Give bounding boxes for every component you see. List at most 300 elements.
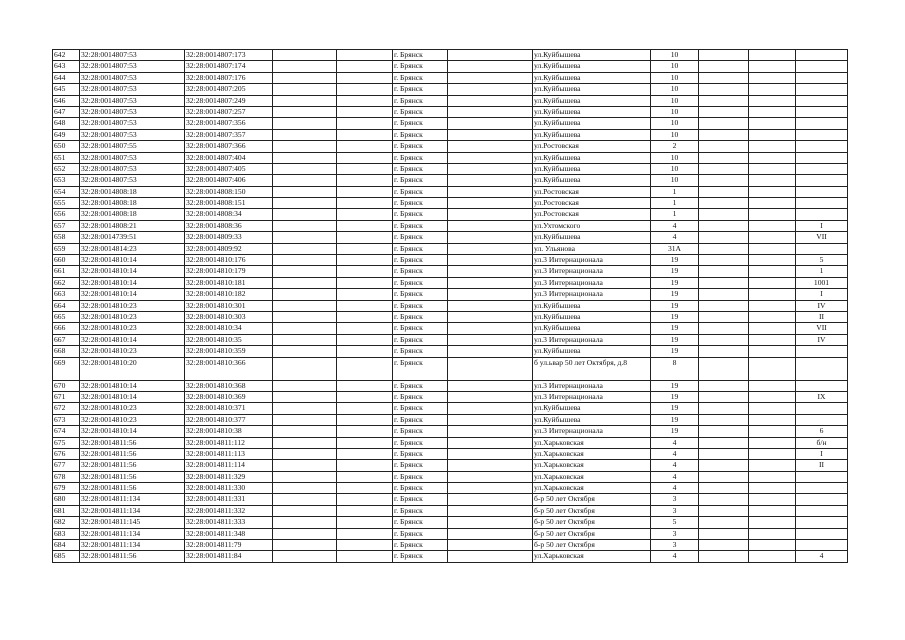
empty-cell: [273, 129, 337, 140]
empty-cell: [337, 471, 393, 482]
street-cell: ул.Ростовская: [533, 141, 651, 152]
empty-cell: [273, 346, 337, 357]
empty-cell: [337, 403, 393, 414]
table-row: [53, 357, 848, 380]
empty-cell: [273, 414, 337, 425]
empty-cell: [448, 186, 533, 197]
table-row: [53, 380, 848, 391]
city-cell: г. Брянск: [393, 220, 448, 231]
street-cell: ул.Куйбышева: [533, 61, 651, 72]
table-row: [53, 95, 848, 106]
street-cell: б-р 50 лет Октября: [533, 517, 651, 528]
empty-cell: [273, 551, 337, 562]
premises-number-cell: 5: [796, 255, 848, 266]
cadastral-number: 32:28:0014809:92: [185, 243, 273, 254]
row-number: 652: [53, 163, 80, 174]
empty-cell: [337, 84, 393, 95]
empty-cell: [337, 232, 393, 243]
cadastral-number: 32:28:0014811:333: [185, 517, 273, 528]
empty-cell: [337, 118, 393, 129]
empty-cell: [337, 220, 393, 231]
table-row: [53, 494, 848, 505]
row-number: 642: [53, 50, 80, 61]
empty-cell: [273, 232, 337, 243]
empty-cell: [337, 437, 393, 448]
premises-number-cell: [796, 50, 848, 61]
table-row: [53, 311, 848, 322]
premises-number-cell: 6: [796, 426, 848, 437]
empty-cell: [337, 129, 393, 140]
empty-cell: [337, 50, 393, 61]
street-cell: ул.Куйбышева: [533, 414, 651, 425]
house-number-cell: 10: [651, 175, 699, 186]
row-number: 650: [53, 141, 80, 152]
cadastral-block-number: 32:28:0014810:23: [80, 311, 185, 322]
cadastral-number: 32:28:0014811:330: [185, 483, 273, 494]
house-number-cell: 10: [651, 61, 699, 72]
empty-cell: [273, 255, 337, 266]
row-number: 665: [53, 311, 80, 322]
house-number-cell: 19: [651, 311, 699, 322]
empty-cell: [273, 323, 337, 334]
city-cell: г. Брянск: [393, 129, 448, 140]
premises-number-cell: [796, 72, 848, 83]
empty-cell: [448, 277, 533, 288]
empty-cell: [699, 426, 749, 437]
row-number: 670: [53, 380, 80, 391]
empty-cell: [448, 118, 533, 129]
street-cell: ул.Харьковская: [533, 448, 651, 459]
cadastral-block-number: 32:28:0014810:14: [80, 391, 185, 402]
cadastral-number: 32:28:0014811:331: [185, 494, 273, 505]
city-cell: г. Брянск: [393, 517, 448, 528]
empty-cell: [337, 61, 393, 72]
row-number: 656: [53, 209, 80, 220]
empty-cell: [749, 95, 796, 106]
city-cell: г. Брянск: [393, 95, 448, 106]
house-number-cell: 10: [651, 50, 699, 61]
empty-cell: [448, 391, 533, 402]
cadastral-block-number: 32:28:0014810:14: [80, 289, 185, 300]
street-cell: ул.Куйбышева: [533, 323, 651, 334]
empty-cell: [749, 141, 796, 152]
house-number-cell: 19: [651, 277, 699, 288]
empty-cell: [337, 323, 393, 334]
house-number-cell: 4: [651, 551, 699, 562]
table-row: [53, 61, 848, 72]
empty-cell: [749, 61, 796, 72]
street-cell: б-р 50 лет Октября: [533, 505, 651, 516]
street-cell: ул.Куйбышева: [533, 95, 651, 106]
cadastral-block-number: 32:28:0014808:18: [80, 198, 185, 209]
cadastral-block-number: 32:28:0014811:134: [80, 505, 185, 516]
empty-cell: [448, 72, 533, 83]
cadastral-number: 32:28:0014810:359: [185, 346, 273, 357]
empty-cell: [337, 505, 393, 516]
empty-cell: [699, 61, 749, 72]
house-number-cell: 31А: [651, 243, 699, 254]
house-number-cell: 2: [651, 141, 699, 152]
empty-cell: [337, 448, 393, 459]
empty-cell: [337, 186, 393, 197]
empty-cell: [337, 494, 393, 505]
table-row: [53, 403, 848, 414]
empty-cell: [699, 175, 749, 186]
empty-cell: [749, 255, 796, 266]
empty-cell: [699, 186, 749, 197]
premises-number-cell: [796, 118, 848, 129]
empty-cell: [749, 403, 796, 414]
table-row: [53, 175, 848, 186]
empty-cell: [448, 334, 533, 345]
empty-cell: [337, 460, 393, 471]
cadastral-number: 32:28:0014810:377: [185, 414, 273, 425]
row-number: 672: [53, 403, 80, 414]
empty-cell: [699, 346, 749, 357]
table-row: [53, 255, 848, 266]
house-number-cell: 10: [651, 163, 699, 174]
cadastral-block-number: 32:28:0014807:53: [80, 72, 185, 83]
empty-cell: [749, 505, 796, 516]
empty-cell: [448, 528, 533, 539]
premises-number-cell: [796, 540, 848, 551]
cadastral-block-number: 32:28:0014811:56: [80, 471, 185, 482]
empty-cell: [273, 437, 337, 448]
empty-cell: [749, 152, 796, 163]
empty-cell: [337, 255, 393, 266]
house-number-cell: 4: [651, 232, 699, 243]
city-cell: г. Брянск: [393, 152, 448, 163]
empty-cell: [448, 437, 533, 448]
empty-cell: [749, 528, 796, 539]
empty-cell: [273, 403, 337, 414]
city-cell: г. Брянск: [393, 494, 448, 505]
street-cell: ул.Куйбышева: [533, 72, 651, 83]
table-row: [53, 220, 848, 231]
premises-number-cell: VII: [796, 232, 848, 243]
premises-number-cell: IV: [796, 334, 848, 345]
row-number: 666: [53, 323, 80, 334]
table-row: [53, 505, 848, 516]
street-cell: ул.Куйбышева: [533, 118, 651, 129]
house-number-cell: 4: [651, 460, 699, 471]
empty-cell: [749, 198, 796, 209]
empty-cell: [448, 300, 533, 311]
empty-cell: [273, 220, 337, 231]
house-number-cell: 3: [651, 528, 699, 539]
row-number: 683: [53, 528, 80, 539]
city-cell: г. Брянск: [393, 209, 448, 220]
empty-cell: [699, 311, 749, 322]
table-row: [53, 300, 848, 311]
empty-cell: [448, 426, 533, 437]
premises-number-cell: [796, 198, 848, 209]
empty-cell: [273, 426, 337, 437]
table-row: [53, 186, 848, 197]
row-number: 671: [53, 391, 80, 402]
empty-cell: [448, 471, 533, 482]
house-number-cell: 19: [651, 266, 699, 277]
table-row: [53, 471, 848, 482]
premises-number-cell: 1001: [796, 277, 848, 288]
house-number-cell: 19: [651, 323, 699, 334]
city-cell: г. Брянск: [393, 266, 448, 277]
row-number: 685: [53, 551, 80, 562]
city-cell: г. Брянск: [393, 391, 448, 402]
cadastral-block-number: 32:28:0014807:53: [80, 163, 185, 174]
row-number: 643: [53, 61, 80, 72]
empty-cell: [448, 311, 533, 322]
empty-cell: [699, 391, 749, 402]
empty-cell: [749, 357, 796, 380]
cadastral-block-number: 32:28:0014739:51: [80, 232, 185, 243]
empty-cell: [699, 334, 749, 345]
empty-cell: [448, 323, 533, 334]
empty-cell: [337, 517, 393, 528]
empty-cell: [699, 437, 749, 448]
empty-cell: [448, 255, 533, 266]
cadastral-block-number: 32:28:0014811:145: [80, 517, 185, 528]
empty-cell: [699, 118, 749, 129]
premises-number-cell: [796, 106, 848, 117]
cadastral-number: 32:28:0014807:173: [185, 50, 273, 61]
city-cell: г. Брянск: [393, 460, 448, 471]
table-row: [53, 323, 848, 334]
cadastral-block-number: 32:28:0014811:56: [80, 437, 185, 448]
cadastral-block-number: 32:28:0014811:134: [80, 494, 185, 505]
city-cell: г. Брянск: [393, 448, 448, 459]
empty-cell: [749, 163, 796, 174]
empty-cell: [749, 186, 796, 197]
empty-cell: [337, 300, 393, 311]
cadastral-number: 32:28:0014810:303: [185, 311, 273, 322]
empty-cell: [448, 346, 533, 357]
empty-cell: [273, 357, 337, 380]
empty-cell: [337, 380, 393, 391]
premises-number-cell: II: [796, 311, 848, 322]
empty-cell: [273, 517, 337, 528]
city-cell: г. Брянск: [393, 380, 448, 391]
row-number: 681: [53, 505, 80, 516]
cadastral-number: 32:28:0014807:357: [185, 129, 273, 140]
empty-cell: [448, 505, 533, 516]
empty-cell: [448, 460, 533, 471]
city-cell: г. Брянск: [393, 72, 448, 83]
premises-number-cell: I: [796, 289, 848, 300]
table-row: [53, 346, 848, 357]
empty-cell: [337, 277, 393, 288]
city-cell: г. Брянск: [393, 551, 448, 562]
street-cell: ул.Ростовская: [533, 209, 651, 220]
table-row: [53, 163, 848, 174]
table-row: [53, 426, 848, 437]
street-cell: б-р 50 лет Октября: [533, 528, 651, 539]
house-number-cell: 10: [651, 84, 699, 95]
empty-cell: [448, 141, 533, 152]
premises-number-cell: [796, 346, 848, 357]
empty-cell: [699, 277, 749, 288]
city-cell: г. Брянск: [393, 334, 448, 345]
cadastral-block-number: 32:28:0014814:23: [80, 243, 185, 254]
premises-number-cell: 1: [796, 266, 848, 277]
empty-cell: [273, 448, 337, 459]
empty-cell: [699, 289, 749, 300]
row-number: 659: [53, 243, 80, 254]
city-cell: г. Брянск: [393, 289, 448, 300]
empty-cell: [448, 95, 533, 106]
empty-cell: [337, 483, 393, 494]
city-cell: г. Брянск: [393, 540, 448, 551]
cadastral-block-number: 32:28:0014810:14: [80, 334, 185, 345]
empty-cell: [273, 471, 337, 482]
city-cell: г. Брянск: [393, 426, 448, 437]
empty-cell: [273, 494, 337, 505]
empty-cell: [699, 72, 749, 83]
cadastral-number: 32:28:0014807:249: [185, 95, 273, 106]
premises-number-cell: IX: [796, 391, 848, 402]
table-row: [53, 118, 848, 129]
empty-cell: [699, 357, 749, 380]
premises-number-cell: [796, 209, 848, 220]
premises-number-cell: [796, 380, 848, 391]
table-row: [53, 334, 848, 345]
city-cell: г. Брянск: [393, 118, 448, 129]
premises-number-cell: [796, 243, 848, 254]
table-row: [53, 437, 848, 448]
street-cell: ул.3 Интернационала: [533, 289, 651, 300]
city-cell: г. Брянск: [393, 311, 448, 322]
street-cell: б-р 50 лет Октября: [533, 494, 651, 505]
street-cell: ул.3 Интернационала: [533, 277, 651, 288]
cadastral-number: 32:28:0014811:332: [185, 505, 273, 516]
city-cell: г. Брянск: [393, 323, 448, 334]
house-number-cell: 19: [651, 289, 699, 300]
premises-number-cell: [796, 95, 848, 106]
cadastral-number: 32:28:0014807:176: [185, 72, 273, 83]
table-row: [53, 551, 848, 562]
cadastral-block-number: 32:28:0014807:53: [80, 106, 185, 117]
empty-cell: [273, 277, 337, 288]
street-cell: ул.Куйбышева: [533, 106, 651, 117]
street-cell: ул. Ульянова: [533, 243, 651, 254]
empty-cell: [699, 471, 749, 482]
cadastral-block-number: 32:28:0014810:14: [80, 255, 185, 266]
city-cell: г. Брянск: [393, 232, 448, 243]
empty-cell: [273, 243, 337, 254]
cadastral-block-number: 32:28:0014807:53: [80, 129, 185, 140]
cadastral-block-number: 32:28:0014811:56: [80, 483, 185, 494]
street-cell: ул.Харьковская: [533, 483, 651, 494]
table-row: [53, 448, 848, 459]
empty-cell: [273, 61, 337, 72]
house-number-cell: 10: [651, 106, 699, 117]
row-number: 649: [53, 129, 80, 140]
empty-cell: [699, 141, 749, 152]
cadastral-number: 32:28:0014811:112: [185, 437, 273, 448]
cadastral-number: 32:28:0014811:84: [185, 551, 273, 562]
cadastral-block-number: 32:28:0014810:23: [80, 414, 185, 425]
cadastral-block-number: 32:28:0014807:53: [80, 84, 185, 95]
empty-cell: [699, 414, 749, 425]
empty-cell: [448, 448, 533, 459]
city-cell: г. Брянск: [393, 471, 448, 482]
street-cell: ул.Куйбышева: [533, 175, 651, 186]
cadastral-number: 32:28:0014810:34: [185, 323, 273, 334]
empty-cell: [699, 460, 749, 471]
premises-number-cell: [796, 175, 848, 186]
empty-cell: [749, 551, 796, 562]
premises-number-cell: [796, 61, 848, 72]
house-number-cell: 19: [651, 300, 699, 311]
row-number: 645: [53, 84, 80, 95]
cadastral-block-number: 32:28:0014810:23: [80, 403, 185, 414]
empty-cell: [699, 517, 749, 528]
table-row: [53, 540, 848, 551]
house-number-cell: 3: [651, 540, 699, 551]
empty-cell: [749, 448, 796, 459]
cadastral-number: 32:28:0014808:151: [185, 198, 273, 209]
city-cell: г. Брянск: [393, 414, 448, 425]
cadastral-number: 32:28:0014807:406: [185, 175, 273, 186]
empty-cell: [749, 175, 796, 186]
table-row: [53, 152, 848, 163]
empty-cell: [273, 72, 337, 83]
cadastral-block-number: 32:28:0014807:53: [80, 50, 185, 61]
house-number-cell: 19: [651, 391, 699, 402]
table-row: [53, 198, 848, 209]
cadastral-block-number: 32:28:0014807:53: [80, 175, 185, 186]
empty-cell: [337, 311, 393, 322]
empty-cell: [337, 414, 393, 425]
street-cell: ул.Харьковская: [533, 437, 651, 448]
table-row: [53, 266, 848, 277]
city-cell: г. Брянск: [393, 106, 448, 117]
house-number-cell: 10: [651, 95, 699, 106]
empty-cell: [749, 471, 796, 482]
empty-cell: [749, 289, 796, 300]
city-cell: г. Брянск: [393, 255, 448, 266]
empty-cell: [699, 483, 749, 494]
table-row: [53, 391, 848, 402]
house-number-cell: 4: [651, 220, 699, 231]
cadastral-number: 32:28:0014809:33: [185, 232, 273, 243]
table-row: [53, 517, 848, 528]
empty-cell: [749, 209, 796, 220]
premises-number-cell: [796, 528, 848, 539]
house-number-cell: 19: [651, 334, 699, 345]
cadastral-block-number: 32:28:0014808:18: [80, 186, 185, 197]
cadastral-number: 32:28:0014811:329: [185, 471, 273, 482]
row-number: 678: [53, 471, 80, 482]
street-cell: ул.3 Интернационала: [533, 266, 651, 277]
house-number-cell: 10: [651, 152, 699, 163]
row-number: 673: [53, 414, 80, 425]
empty-cell: [448, 50, 533, 61]
empty-cell: [699, 209, 749, 220]
city-cell: г. Брянск: [393, 84, 448, 95]
cadastral-number: 32:28:0014811:348: [185, 528, 273, 539]
row-number: 658: [53, 232, 80, 243]
empty-cell: [337, 426, 393, 437]
row-number: 655: [53, 198, 80, 209]
cadastral-block-number: 32:28:0014810:14: [80, 277, 185, 288]
premises-number-cell: I: [796, 220, 848, 231]
empty-cell: [448, 61, 533, 72]
empty-cell: [273, 460, 337, 471]
city-cell: г. Брянск: [393, 403, 448, 414]
empty-cell: [448, 232, 533, 243]
city-cell: г. Брянск: [393, 186, 448, 197]
